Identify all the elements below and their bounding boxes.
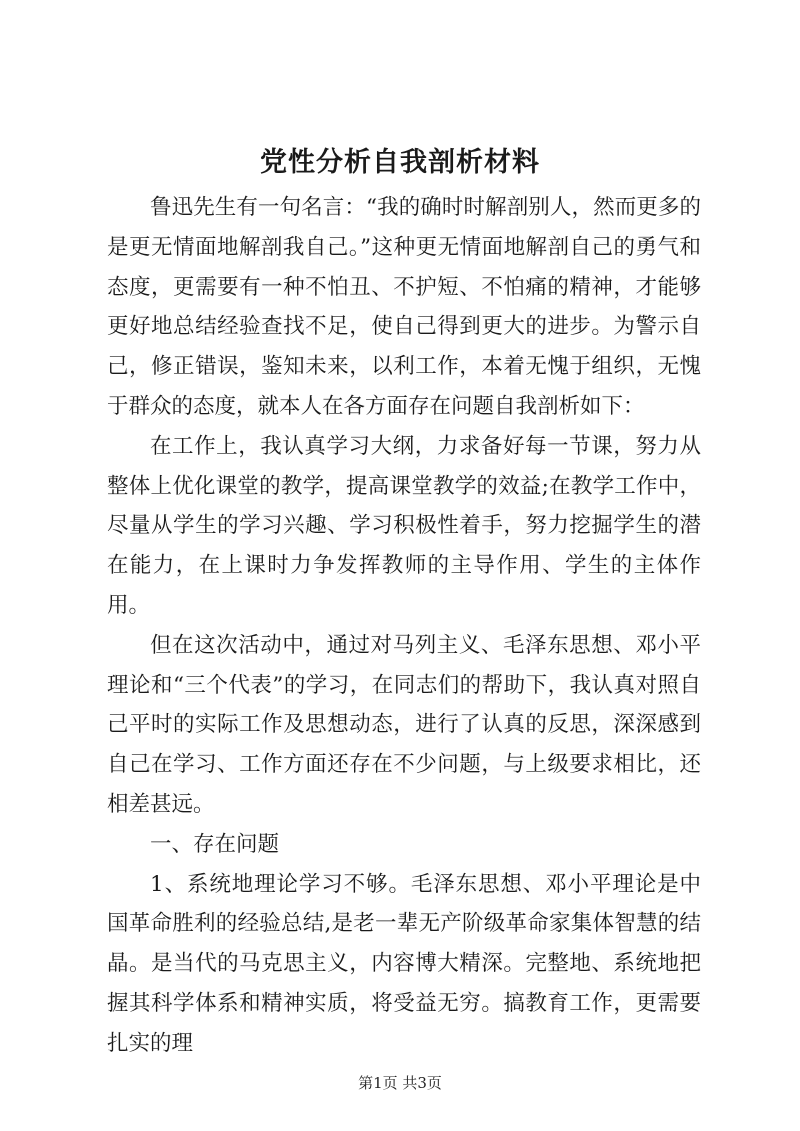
- paragraph-intro: 鲁迅先生有一句名言：“我的确时时解剖别人，然而更多的是更无情面地解剖我自己。”这种更无情面地解剖自己的勇气和态度，更需要有一种不怕丑、不护短、不怕痛的精神，才能够更好地总结经验查找不足，使自己得到更大的进步。为警示自己，修正错误，鉴知未来，以利工作，本着无愧于组织，无愧于群众的态度，就本人在各方面存在问题自我剖析如下：: [107, 195, 701, 419]
- document-body: [107, 188, 701, 1064]
- paragraph-work: 在工作上，我认真学习大纲，力求备好每一节课，努力从整体上优化课堂的教学，提高课堂教学的效益;在教学工作中，尽量从学生的学习兴趣、学习积极性着手，努力挖掘学生的潜在能力，在上课时力争发挥教师的主导作用、学生的主体作用。: [107, 433, 701, 618]
- document-title: 党性分析自我剖析材料: [260, 147, 540, 178]
- paragraph-problem-1: 1、系统地理论学习不够。毛泽东思想、邓小平理论是中国革命胜利的经验总结,是老一辈无产阶级革命家集体智慧的结晶。是当代的马克思主义，内容博大精深。完整地、系统地把握其科学体系和精神实质，将受益无穷。搞教育工作，更需要扎实的理: [107, 871, 701, 1056]
- paragraph-reflection: 但在这次活动中，通过对马列主义、毛泽东思想、邓小平理论和“三个代表”的学习，在同志们的帮助下，我认真对照自己平时的实际工作及思想动态，进行了认真的反思，深深感到自己在学习、工作方面还存在不少问题，与上级要求相比，还相差甚远。: [107, 632, 701, 817]
- page-footer: 第1页 共3页: [358, 1074, 442, 1092]
- section-heading: 一、存在问题: [150, 831, 280, 857]
